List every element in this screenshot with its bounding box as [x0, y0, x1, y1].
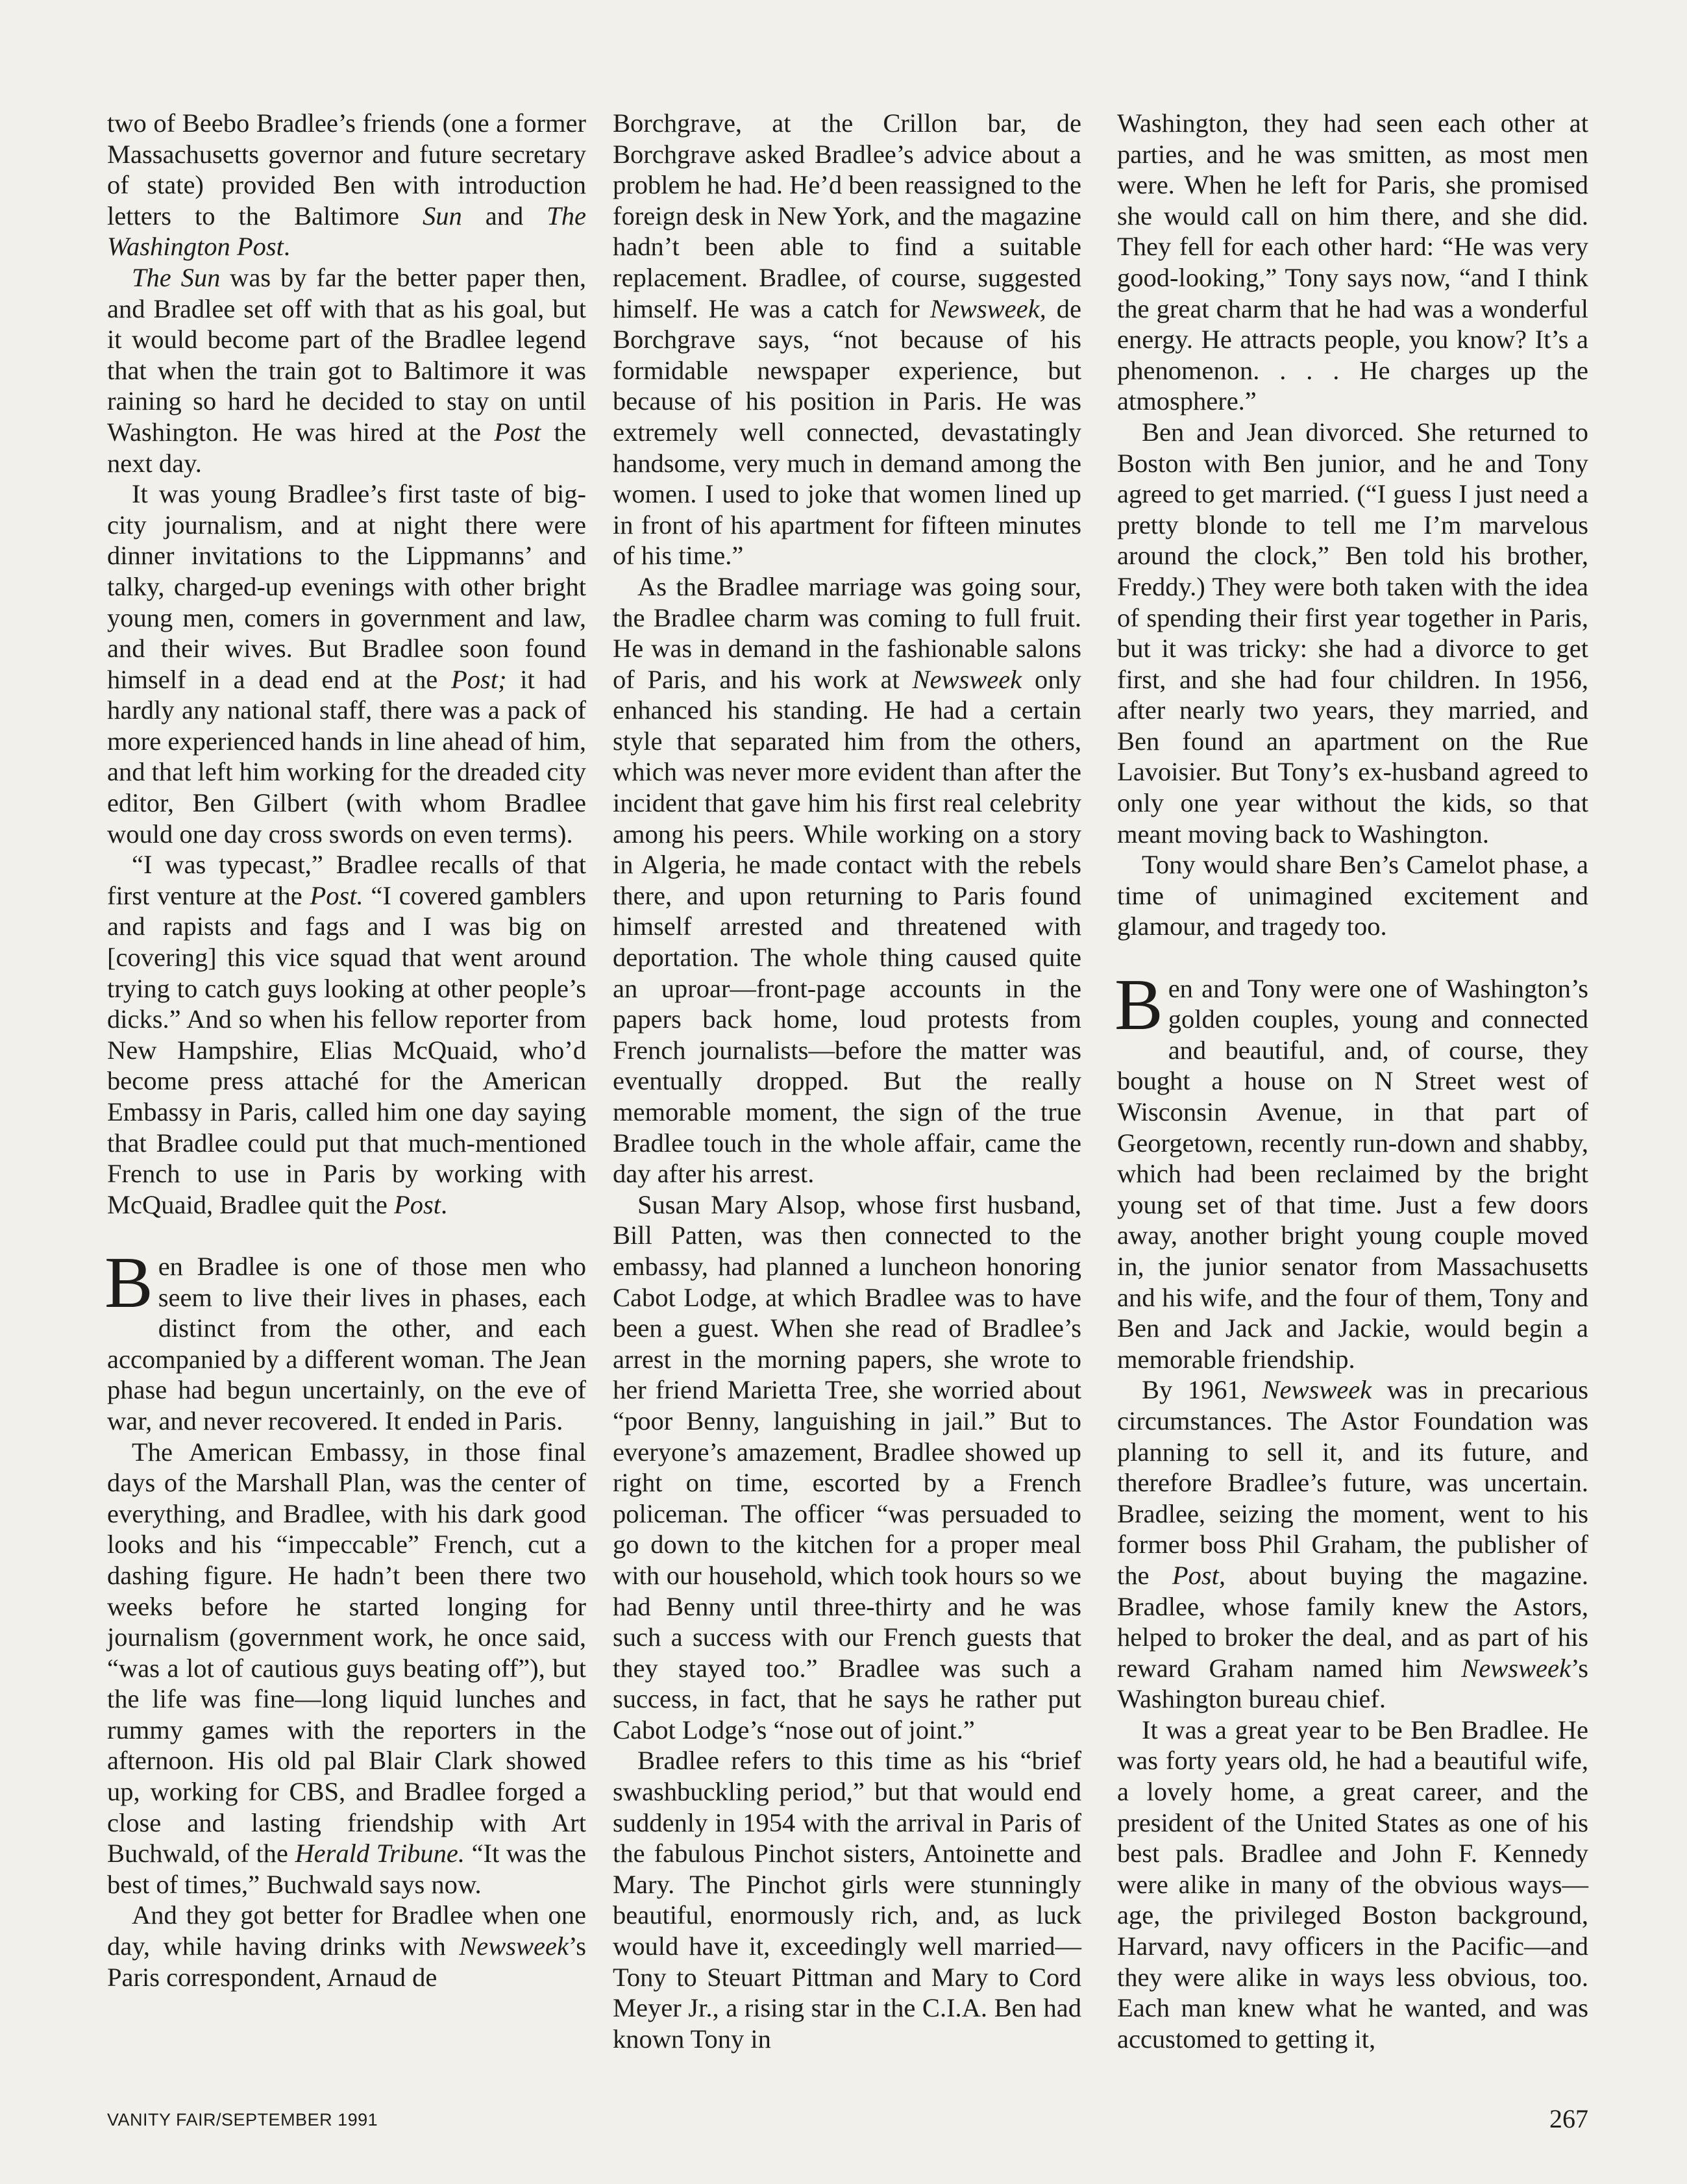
italic-text-run: Newsweek — [1262, 1375, 1372, 1405]
paragraph — [107, 849, 586, 1220]
italic-text-run: Newsweek — [1461, 1653, 1571, 1683]
text-run: two of Beebo Bradlee’s friends (one a former Massachusetts governor and future secretary of state) provided Ben with introduction letters to the Baltimore — [107, 108, 586, 230]
italic-text-run: Post. — [310, 880, 363, 910]
text-run: ’s Washington bureau chief. — [1117, 1653, 1588, 1714]
text-run: It was a great year to be Ben Bradlee. He was forty years old, he had a beautiful wife, a lovely home, a great career, and the president of the United States as one of his best pals. Bradlee and John F. Kennedy were alike in many of the obvious ways—age, the privileged Boston background, Harvard, navy officers in the Pacific—and they were alike in ways less obvious, too. Each man knew what he wanted, and was accustomed to getting it, — [1117, 1715, 1588, 2054]
paragraph — [107, 262, 586, 478]
paragraph — [107, 478, 586, 849]
text-run: en Bradlee is one of those men who seem to live their lives in phases, each distinct from the other, and each accompanied by a different woman. The Jean phase had begun uncertainly, on the eve of war, and never recovered. It ended in Paris. — [107, 1251, 586, 1435]
text-run: “I was typecast,” Bradlee recalls of that first venture at the — [107, 850, 586, 910]
text-run: ’s Paris correspondent, Arnaud de — [107, 1931, 586, 1992]
text-run: was by far the better paper then, and Bradlee set off with that as his goal, but it would become part of the Bradlee legend that when the train got to Baltimore it was raining so hard he decided to stay on until Washington. He was hired at the — [107, 262, 586, 447]
text-run: Bradlee refers to this time as his “brief swashbuckling period,” but that would end suddenly in 1954 with the arrival in Paris of the fabulous Pinchot sisters, Antoinette and Mary. The Pinchot girls were stunningly beautiful, enormously rich, and, as luck would have it, exceedingly well married—Tony to Steuart Pittman and Mary to Cord Meyer Jr., a rising star in the C.I.A. Ben had known Tony in — [613, 1746, 1081, 2054]
paragraph — [107, 1900, 586, 1992]
paragraph — [1117, 1374, 1588, 1715]
paragraph — [107, 108, 586, 262]
paragraph — [1114, 964, 1588, 1375]
italic-text-run: Sun — [422, 201, 462, 230]
text-run: and — [462, 201, 547, 230]
text-run: Tony would share Ben’s Camelot phase, a time of unimagined excitement and glamour, and tragedy too. — [1117, 850, 1588, 941]
italic-text-run: Post — [394, 1189, 441, 1219]
page-number: 267 — [1549, 2104, 1588, 2133]
text-column-1 — [107, 108, 586, 1992]
italic-text-run: Newsweek, — [930, 293, 1046, 323]
text-run: it had hardly any national staff, there was a pack of more experienced hands in line ahead of him, and that left him working for the dreaded city editor, Ben Gilbert (with whom Bradlee would one day cross swords on even terms). — [107, 664, 587, 849]
text-run: only enhanced his standing. He had a certain style that separated him from the others, which was never more evident than after the incident that gave him his first real celebrity among his peers. While working on a story in Algeria, he made contact with the rebels there, and upon returning to Paris found himself arrested and threatened with deportation. The whole thing caused quite an uproar—front-page accounts in the papers back home, loud protests from French journalists—before the matter was eventually dropped. But the really memorable moment, the sign of the true Bradlee touch in the whole affair, came the day after his arrest. — [613, 664, 1081, 1189]
text-run: It was young Bradlee’s first taste of big-city journalism, and at night there were dinner invitations to the Lippmanns’ and talky, charged-up evenings with other bright young men, comers in government and law, and their wives. But Bradlee soon found himself in a dead end at the — [107, 479, 586, 694]
paragraph — [1117, 849, 1588, 942]
italic-text-run: Post — [494, 417, 541, 447]
text-run: And they got better for Bradlee when one day, while having drinks with — [107, 1900, 586, 1961]
paragraph — [613, 1745, 1081, 2054]
text-run: was in precarious circumstances. The Astor Foundation was planning to sell it, and its future, and therefore Bradlee’s future, was uncertain. Bradlee, seizing the moment, went to his former boss Phil Graham, the publisher of the — [1117, 1375, 1588, 1590]
italic-text-run: The Washington Post — [107, 201, 586, 262]
paragraph — [613, 1189, 1081, 1746]
paragraph — [1117, 1715, 1588, 2055]
italic-text-run: Post, — [1172, 1560, 1226, 1590]
text-run: Susan Mary Alsop, whose first husband, Bill Patten, was then connected to the embassy, had planned a luncheon honoring Cabot Lodge, at which Bradlee was to have been a guest. When she read of Bradlee’s arrest in the morning papers, she wrote to her friend Marietta Tree, she worried about “poor Benny, languishing in jail.” But to everyone’s amazement, Bradlee showed up right on time, escorted by a French policeman. The officer “was persuaded to go down to the kitchen for a proper meal with our household, which took hours so we had Benny until three-thirty and he was such a success with our French guests that they stayed too.” Bradlee was such a success, in fact, that he says he rather put Cabot Lodge’s “nose out of joint.” — [613, 1189, 1081, 1744]
italic-text-run: Newsweek — [459, 1931, 569, 1961]
paragraph — [107, 1437, 586, 1900]
text-run: . — [283, 232, 291, 262]
text-run: . — [441, 1189, 448, 1219]
text-column-2 — [613, 108, 1081, 2054]
text-run: Washington, they had seen each other at parties, and he was smitten, as most men were. When he left for Paris, she promised she would call on him there, and she did. They fell for each other hard: “He was very good-looking,” Tony says now, “and I think the great charm that he had was a wonderful energy. He attracts people, you know? It’s a phenomenon. . . . He charges up the atmosphere.” — [1117, 108, 1588, 416]
italic-text-run: Newsweek — [912, 664, 1022, 694]
paragraph — [105, 1242, 586, 1437]
text-run: Borchgrave, at the Crillon bar, de Borchgrave asked Bradlee’s advice about a problem he had. He’d been reassigned to the foreign desk in New York, and the magazine hadn’t been able to find a suitable replacement. Bradlee, of course, suggested himself. He was a catch for — [613, 108, 1081, 323]
paragraph — [613, 108, 1081, 571]
text-run: en and Tony were one of Washington’s golden couples, young and connected and beautiful, and, of course, they bought a house on N Street west of Wisconsin Avenue, in that part of Georgetown, recently run-down and shabby, which had been reclaimed by the bright young set of that time. Just a few doors away, another bright young couple moved in, the junior senator from Massachusetts and his wife, and the four of them, Tony and Ben and Jack and Jackie, would begin a memorable friendship. — [1117, 973, 1588, 1374]
italic-text-run: Post; — [450, 664, 507, 694]
paragraph — [613, 571, 1081, 1189]
paragraph — [1117, 108, 1588, 417]
text-run: the next day. — [107, 417, 586, 478]
italic-text-run: The Sun — [132, 262, 221, 292]
text-run: about buying the magazine. Bradlee, whose family knew the Astors, helped to broker the deal, and as part of his reward Graham named him — [1117, 1560, 1588, 1683]
footer-publication: VANITY FAIR/SEPTEMBER 1991 — [107, 2110, 378, 2129]
text-run: By 1961, — [1142, 1375, 1262, 1405]
drop-cap: B — [105, 1242, 153, 1323]
drop-cap: B — [1114, 964, 1163, 1045]
text-column-3 — [1114, 108, 1588, 2054]
text-run: “I covered gamblers and rapists and fags and I was big on [covering] this vice squad that went around trying to catch guys looking at other people’s dicks.” And so when his fellow reporter from New Hampshire, Elias McQuaid, who’d become press attaché for the American Embassy in Paris, called him one day saying that Bradlee could put that much-mentioned French to use in Paris by working with McQuaid, Bradlee quit the — [107, 880, 586, 1219]
text-run: The American Embassy, in those final days of the Marshall Plan, was the center of everything, and Bradlee, with his dark good looks and his “impeccable” French, cut a dashing figure. He hadn’t been there two weeks before he started longing for journalism (government work, he once said, “was a lot of cautious guys beating off”), but the life was fine—long liquid lunches and rummy games with the reporters in the afternoon. His old pal Blair Clark showed up, working for CBS, and Bradlee forged a close and lasting friendship with Art Buchwald, of the — [107, 1437, 586, 1868]
text-run: de Borchgrave says, “not because of his formidable newspaper experience, but because of his position in Paris. He was extremely well connected, devastatingly handsome, very much in demand among the women. I used to joke that women lined up in front of his apartment for fifteen minutes of his time.” — [613, 293, 1081, 571]
text-run: Ben and Jean divorced. She returned to Boston with Ben junior, and he and Tony agreed to get married. (“I guess I just need a pretty blonde to tell me I’m marvelous around the clock,” Ben told his brother, Freddy.) They were both taken with the idea of spending their first year together in Paris, but it was tricky: she had a divorce to get first, and she had four children. In 1956, after nearly two years, they married, and Ben found an apartment on the Rue Lavoisier. But Tony’s ex-husband agreed to only one year without the kids, so that meant moving back to Washington. — [1117, 417, 1588, 849]
text-run: As the Bradlee marriage was going sour, the Bradlee charm was coming to full fruit. He was in demand in the fashionable salons of Paris, and his work at — [613, 571, 1081, 694]
text-run: “It was the best of times,” Buchwald says now. — [107, 1839, 586, 1899]
italic-text-run: Herald Tribune. — [295, 1839, 465, 1868]
paragraph — [1117, 417, 1588, 849]
